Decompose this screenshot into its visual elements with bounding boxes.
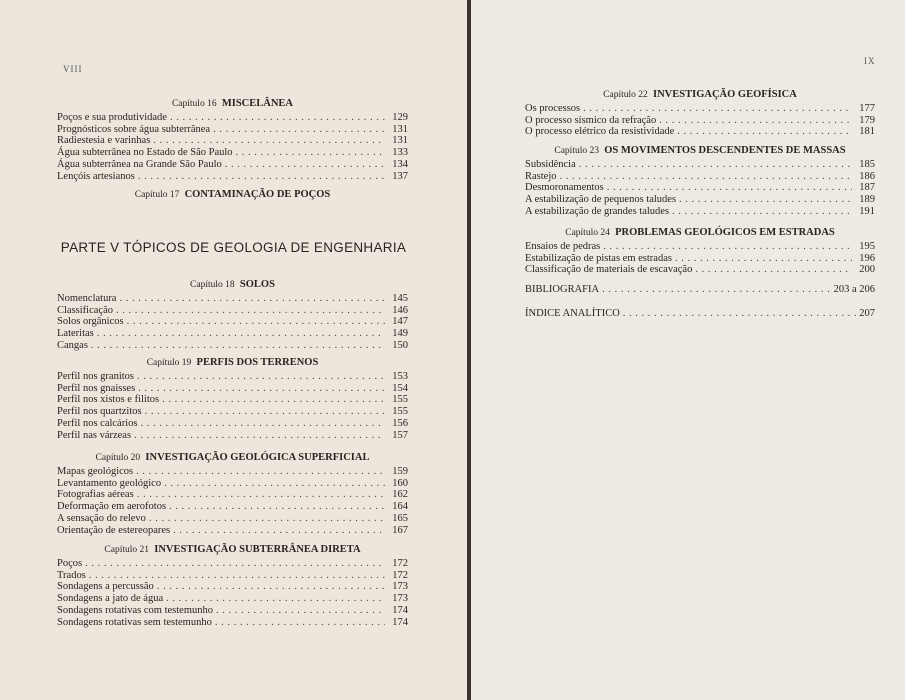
index-entry: ÍNDICE ANALÍTICO . . . 207 [525, 308, 875, 320]
toc-entry: Água subterrânea no Estado de São Paulo . . . 133 [57, 147, 408, 159]
chapter-21 [57, 543, 408, 628]
toc-entry: Ensaios de pedras . . . 195 [525, 241, 875, 253]
toc-entry: Fotografias aéreas . . . 162 [57, 489, 408, 501]
toc-entry: Radiestesia e varinhas . . . 131 [57, 135, 408, 147]
toc-entry: Solos orgânicos . . . 147 [57, 316, 408, 328]
toc-entry: Trados . . . 172 [57, 570, 408, 582]
chapter-19 [57, 356, 408, 441]
page-number: IX [864, 56, 876, 66]
toc-entry: Perfil nos quartzitos . . . 155 [57, 406, 408, 418]
toc-entry: Perfil nos gnaisses . . . 154 [57, 383, 408, 395]
toc-entry: Classificação de materiais de escavação . . . 200 [525, 264, 875, 276]
chapter-heading: Capítulo 17 CONTAMINAÇÃO DE POÇOS [134, 189, 331, 200]
right-page [471, 0, 905, 700]
toc-entry: Sondagens rotativas sem testemunho . . . 174 [57, 617, 408, 629]
toc-entry: Rastejo . . . 186 [525, 171, 875, 183]
toc-entry: Poços . . . 172 [57, 558, 408, 570]
toc-entry: Sondagens a percussão . . . 173 [57, 581, 408, 593]
toc-entry: Água subterrânea na Grande São Paulo . . . 134 [57, 159, 408, 171]
toc-entry: A estabilização de grandes taludes . . . 191 [525, 206, 875, 218]
bibliography-entry: BIBLIOGRAFIA . . . 203 a 206 [525, 284, 875, 296]
toc-entry: Poços e sua produtividade . . . 129 [57, 112, 408, 124]
chapter-heading: Capítulo 20 INVESTIGAÇÃO GEOLÓGICA SUPERFICIAL [95, 452, 370, 463]
chapter-23 [525, 144, 875, 218]
toc-entry: Perfil nas várzeas . . . 157 [57, 430, 408, 442]
toc-entry: Sondagens rotativas com testemunho . . . 174 [57, 605, 408, 617]
chapter-heading: Capítulo 16 MISCELÂNEA [171, 98, 294, 109]
toc-entry: Prognósticos sobre água subterrânea . . . 131 [57, 124, 408, 136]
toc-entry: Subsidência . . . 185 [525, 159, 875, 171]
toc-entry: Lateritas . . . 149 [57, 328, 408, 340]
chapter-heading: Capítulo 19 PERFIS DOS TERRENOS [146, 357, 319, 368]
toc-entry: Orientação de estereopares . . . 167 [57, 525, 408, 537]
chapter-22 [525, 88, 875, 138]
page-number: VIII [63, 64, 83, 74]
chapter-heading: Capítulo 22 INVESTIGAÇÃO GEOFÍSICA [603, 89, 797, 100]
toc-entry: Perfil nos xistos e filitos . . . 155 [57, 394, 408, 406]
toc-entry: Classificação . . . 146 [57, 305, 408, 317]
toc-entry: O processo sísmico da refração . . . 179 [525, 115, 875, 127]
chapter-18 [57, 278, 408, 352]
toc-entry: Cangas . . . 150 [57, 340, 408, 352]
toc-entry: Os processos . . . 177 [525, 103, 875, 115]
toc-entry: A estabilização de pequenos taludes . . . 189 [525, 194, 875, 206]
toc-entry: A sensação do relevo . . . 165 [57, 513, 408, 525]
toc-entry: Desmoronamentos . . . 187 [525, 182, 875, 194]
toc-entry: Nomenclatura . . . 145 [57, 293, 408, 305]
part-heading: PARTE V TÓPICOS DE GEOLOGIA DE ENGENHARIA [60, 240, 407, 255]
toc-entry: Mapas geológicos . . . 159 [57, 466, 408, 478]
toc-entry: Perfil nos granitos . . . 153 [57, 371, 408, 383]
toc-entry: Lençóis artesianos . . . 137 [57, 171, 408, 183]
chapter-16 [57, 97, 408, 182]
toc-entry: O processo elétrico da resistividade . . . 181 [525, 126, 875, 138]
chapter-heading: Capítulo 23 OS MOVIMENTOS DESCENDENTES DE MASSAS [554, 145, 846, 156]
chapter-heading: Capítulo 18 SOLOS [190, 279, 275, 290]
chapter-heading: Capítulo 24 PROBLEMAS GEOLÓGICOS EM ESTRADAS [565, 227, 835, 238]
chapter-heading: Capítulo 21 INVESTIGAÇÃO SUBTERRÂNEA DIRETA [104, 544, 361, 555]
chapter-24 [525, 226, 875, 276]
toc-entry: Sondagens a jato de água . . . 173 [57, 593, 408, 605]
toc-entry: Perfil nos calcários . . . 156 [57, 418, 408, 430]
toc-entry: Levantamento geológico . . . 160 [57, 478, 408, 490]
chapter-17 [57, 188, 408, 203]
toc-entry: Deformação em aerofotos . . . 164 [57, 501, 408, 513]
toc-entry: Estabilização de pistas em estradas . . . 196 [525, 253, 875, 265]
chapter-20 [57, 451, 408, 536]
